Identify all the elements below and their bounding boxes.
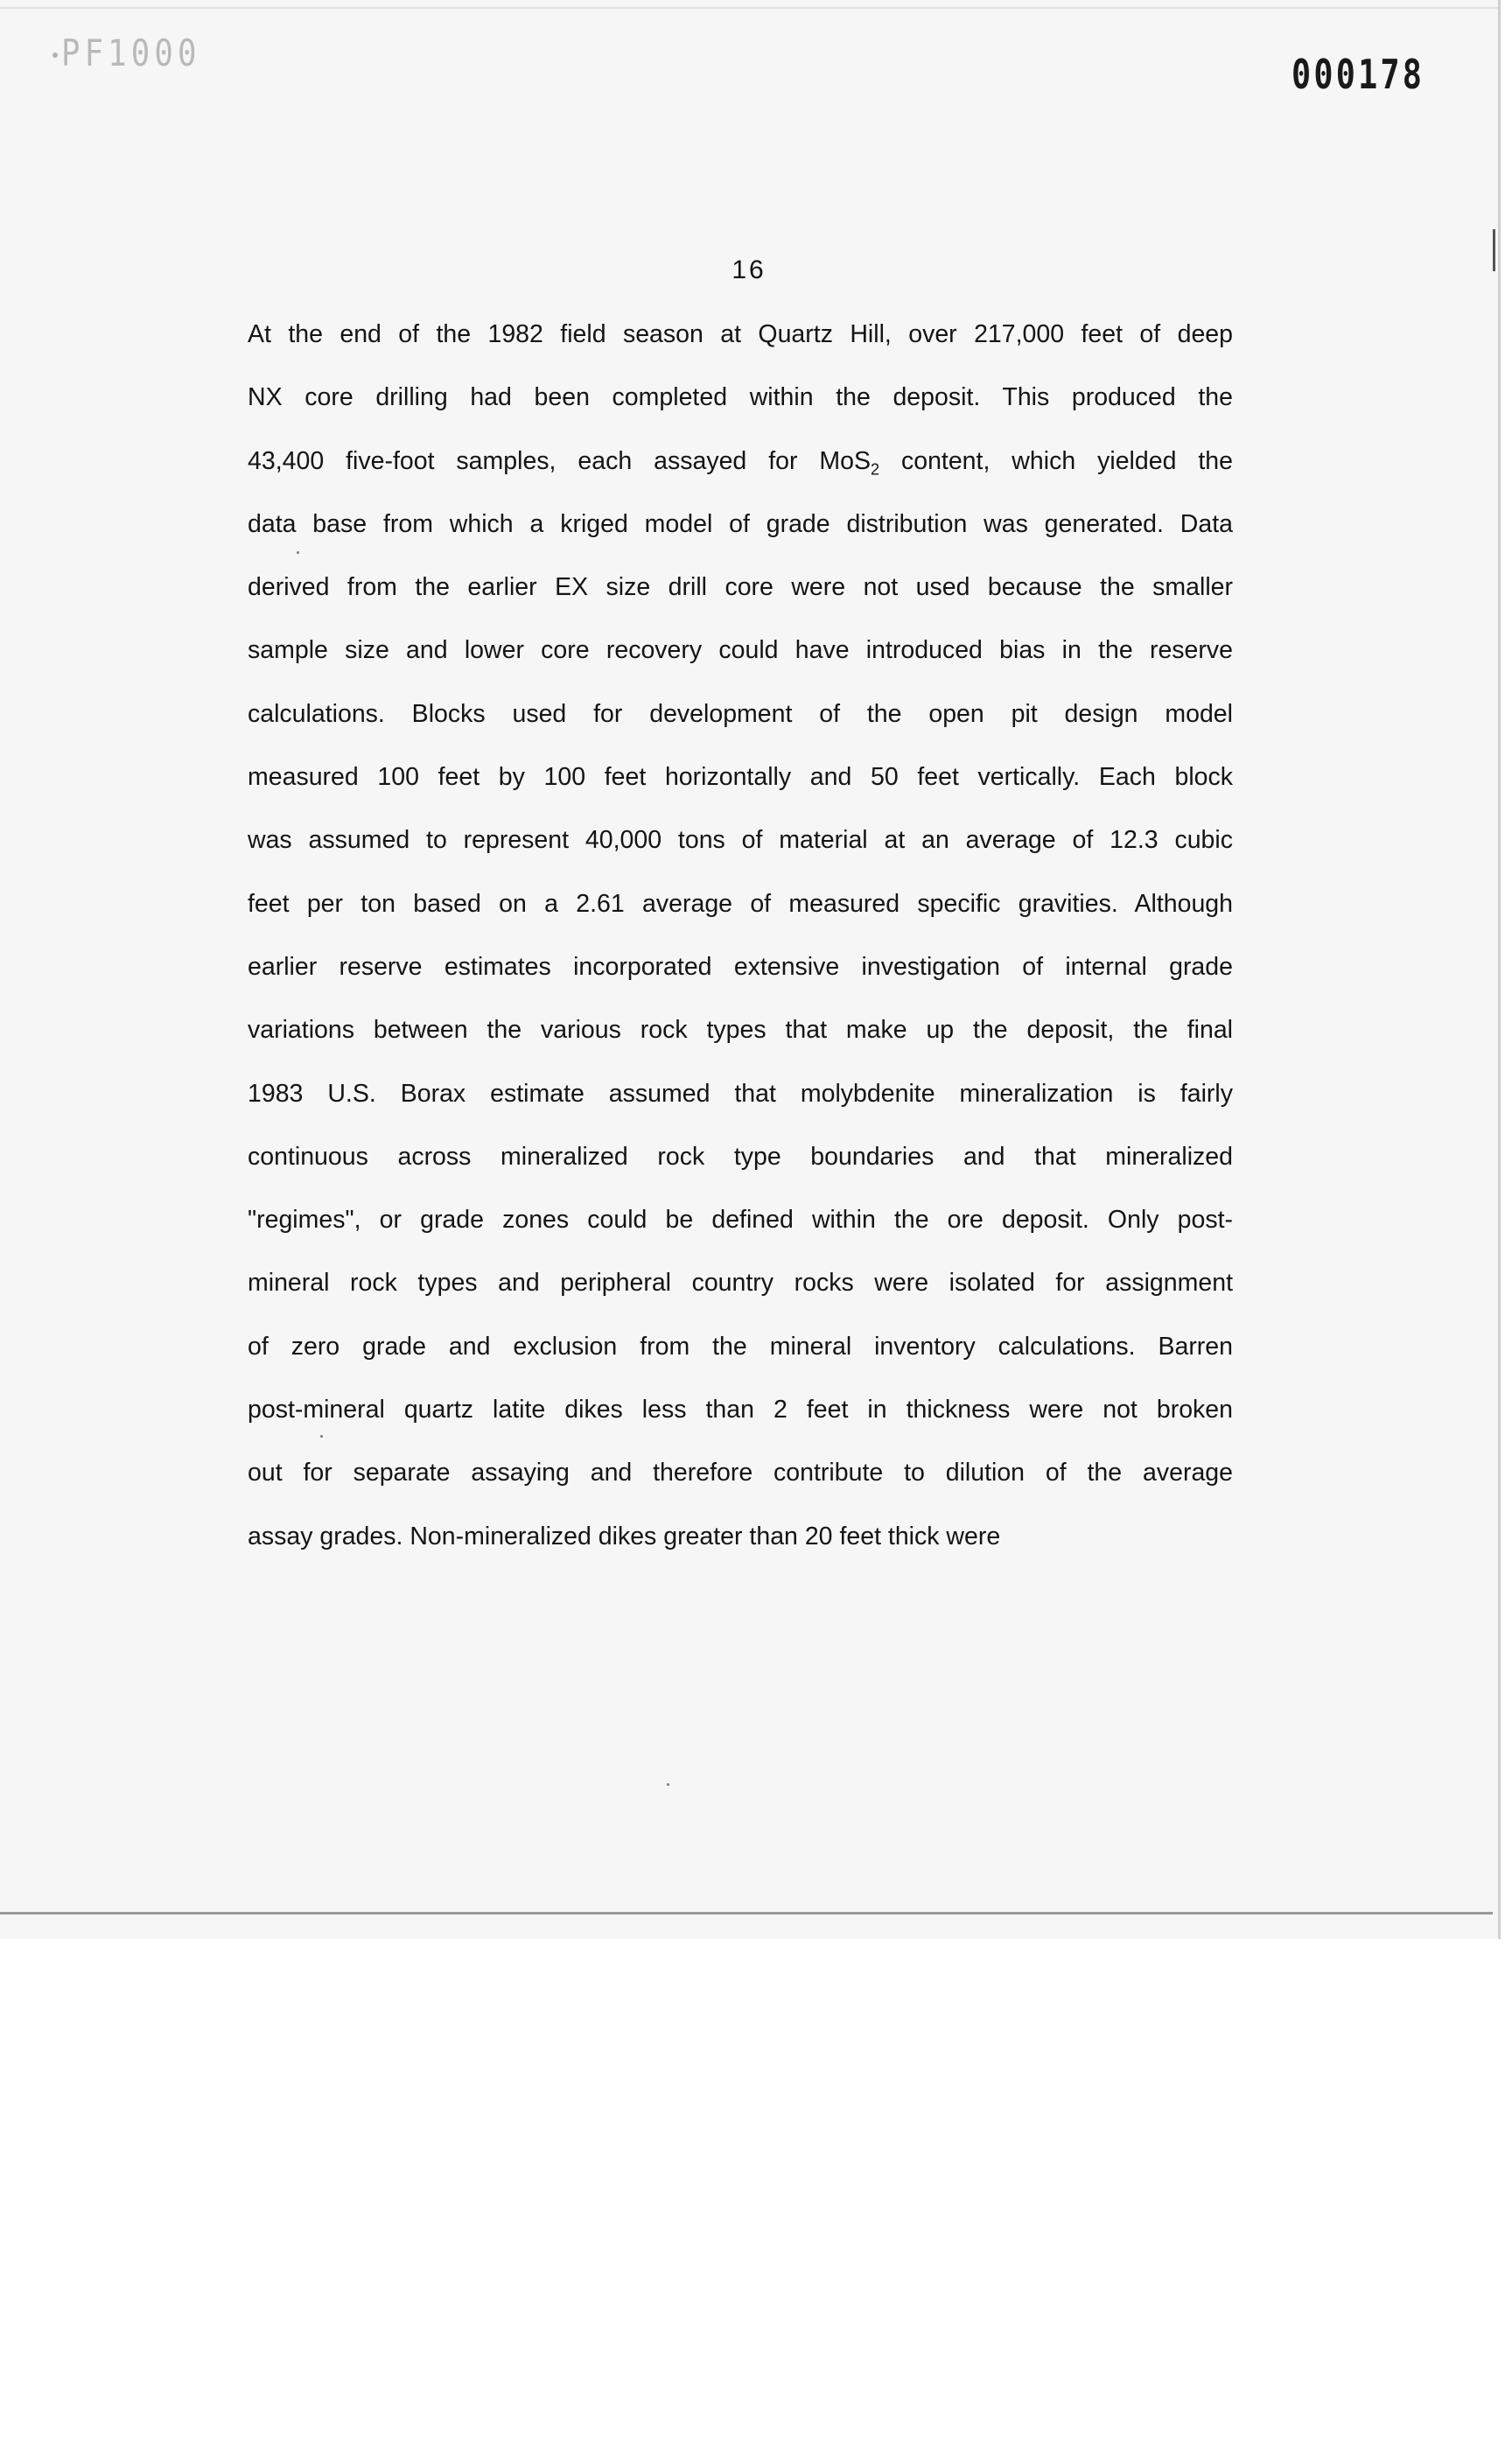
scan-bottom-edge [0, 1912, 1493, 1914]
document-number-stamp: 000178 [1291, 51, 1424, 98]
stamp-dot [52, 52, 58, 58]
text-line: was assumed to represent 40,000 tons of material at an average of 12.3 cubic [248, 826, 1233, 855]
text-line: mineral rock types and peripheral country rocks were isolated for assignment [248, 1269, 1233, 1298]
text-line-mos2 [248, 430, 1233, 493]
text-line: NX core drilling had been completed within the deposit. This produced the [248, 383, 1233, 412]
text-line: of zero grade and exclusion from the mineral inventory calculations. Barren [248, 1332, 1233, 1361]
page-number: 16 [732, 256, 766, 284]
text-line: post-mineral quartz latite dikes less than 2 feet in thickness were not broken [248, 1396, 1233, 1424]
text-line: derived from the earlier EX size drill core were not used because the smaller [248, 573, 1233, 602]
body-paragraph [248, 303, 1233, 1568]
subscript: 2 [871, 460, 880, 479]
scan-top-edge [0, 7, 1498, 9]
text-line: out for separate assaying and therefore contribute to dilution of the average [248, 1459, 1233, 1488]
text-line-part: content, which yielded the [879, 446, 1233, 475]
scan-speck [297, 551, 299, 554]
text-line: 1983 U.S. Borax estimate assumed that molybdenite mineralization is fairly [248, 1079, 1233, 1108]
scan-speck [320, 1435, 323, 1438]
text-line-part: 43,400 five-foot samples, each assayed for MoS [248, 446, 872, 475]
scan-speck [667, 1783, 669, 1786]
text-line: sample size and lower core recovery could have introduced bias in the reserve [248, 636, 1233, 665]
text-line: feet per ton based on a 2.61 average of measured specific gravities. Although [248, 889, 1233, 918]
text-line: At the end of the 1982 field season at Quartz Hill, over 217,000 feet of deep [248, 320, 1233, 348]
text-line: calculations. Blocks used for development of the open pit design model [248, 699, 1233, 728]
text-line: continuous across mineralized rock type boundaries and that mineralized [248, 1142, 1233, 1171]
faded-stamp: PF1000 [61, 32, 201, 74]
text-line: data base from which a kriged model of grade distribution was generated. Data [248, 509, 1233, 538]
text-line: assay grades. Non-mineralized dikes greater than 20 feet thick were [248, 1522, 1001, 1550]
text-line: measured 100 feet by 100 feet horizontally and 50 feet vertically. Each block [248, 763, 1233, 792]
text-line: earlier reserve estimates incorporated extensive investigation of internal grade [248, 952, 1233, 981]
text-line: "regimes", or grade zones could be defined within the ore deposit. Only post- [248, 1206, 1233, 1235]
text-line: variations between the various rock types that make up the deposit, the final [248, 1016, 1233, 1045]
